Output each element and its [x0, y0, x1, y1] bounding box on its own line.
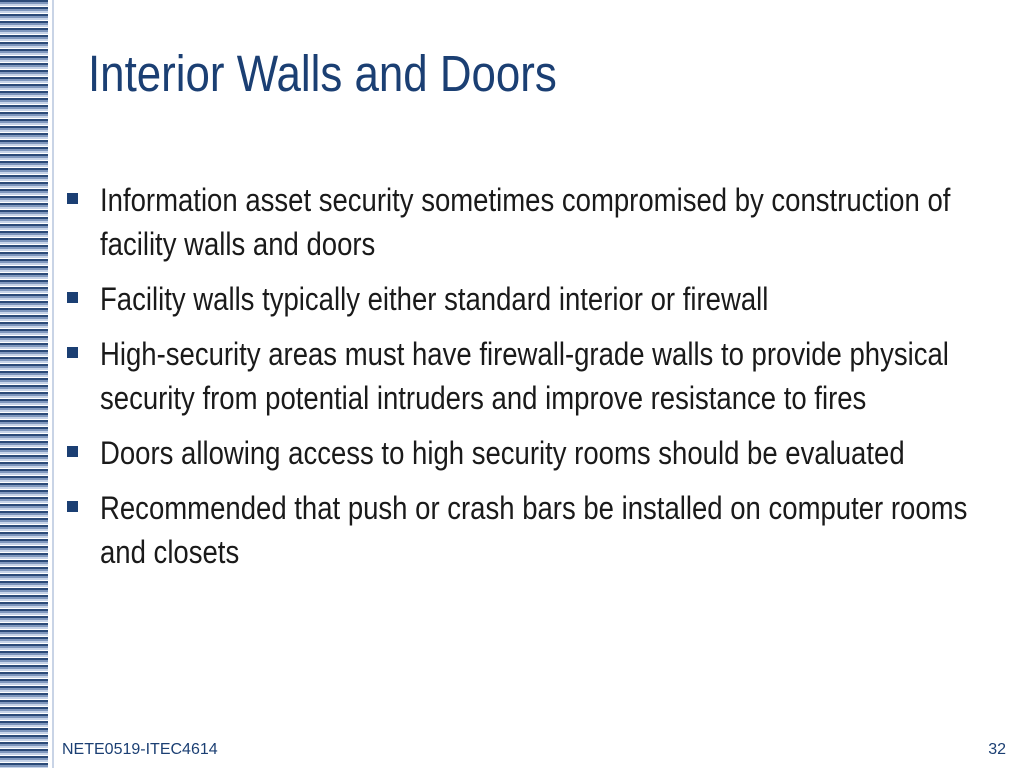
page-number: 32	[988, 741, 1006, 758]
slide-title: Interior Walls and Doors	[88, 45, 557, 102]
bullet-item	[62, 431, 1002, 475]
bullet-item	[62, 332, 1002, 420]
bullet-list	[62, 178, 1002, 585]
bullet-text: Information asset security sometimes compromised by construction of facility walls and doors	[100, 182, 951, 262]
bullet-item	[62, 486, 1002, 574]
decorative-side-line	[52, 0, 54, 768]
square-bullet-icon	[67, 193, 78, 204]
bullet-text: Doors allowing access to high security rooms should be evaluated	[100, 435, 905, 471]
bullet-item	[62, 178, 1002, 266]
bullet-text: High-security areas must have firewall-grade walls to provide physical security from potential intruders and improve resistance to fires	[100, 336, 949, 416]
bullet-text: Recommended that push or crash bars be installed on computer rooms and closets	[100, 490, 968, 570]
footer-course-code: NETE0519-ITEC4614	[62, 741, 218, 758]
decorative-side-stripe	[0, 0, 48, 768]
square-bullet-icon	[67, 292, 78, 303]
bullet-item	[62, 277, 1002, 321]
bullet-text: Facility walls typically either standard interior or firewall	[100, 281, 769, 317]
square-bullet-icon	[67, 446, 78, 457]
square-bullet-icon	[67, 501, 78, 512]
square-bullet-icon	[67, 347, 78, 358]
